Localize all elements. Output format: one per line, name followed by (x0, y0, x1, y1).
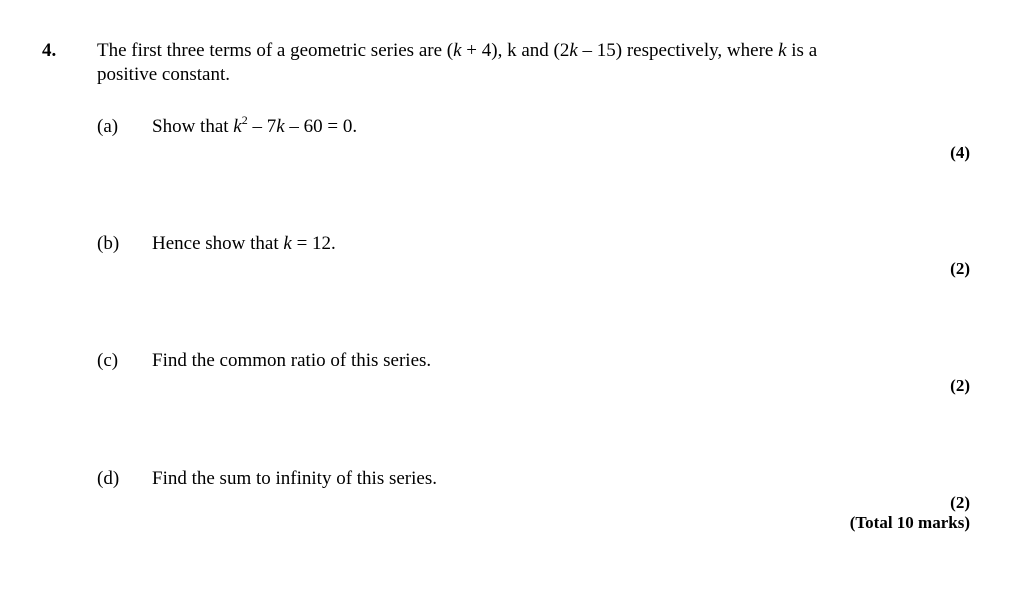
part-b-label: (b) (97, 233, 120, 254)
question-stem-line-1: The first three terms of a geometric series are (k + 4), k and (2k – 15) respectively, where k is a (97, 40, 818, 61)
part-a-marks: (4) (950, 143, 970, 162)
part-b-marks: (2) (950, 259, 970, 278)
part-d-marks: (2) (950, 493, 970, 512)
part-d-label: (d) (97, 468, 120, 489)
question-stem-line-2: positive constant. (97, 64, 230, 85)
part-c-label: (c) (97, 350, 119, 371)
part-a-text: Show that $k^2 - 7k - 60 = 0$. (152, 113, 358, 137)
part-d-text: Find the sum to infinity of this series. (152, 468, 437, 489)
total-marks: (Total 10 marks) (849, 513, 970, 532)
part-c-text: Find the common ratio of this series. (152, 350, 432, 371)
part-c-marks: (2) (950, 376, 970, 395)
part-b-text: Hence show that k = 12. (152, 233, 336, 254)
part-a-label: (a) (97, 116, 119, 137)
question-number: 4. (42, 40, 57, 61)
